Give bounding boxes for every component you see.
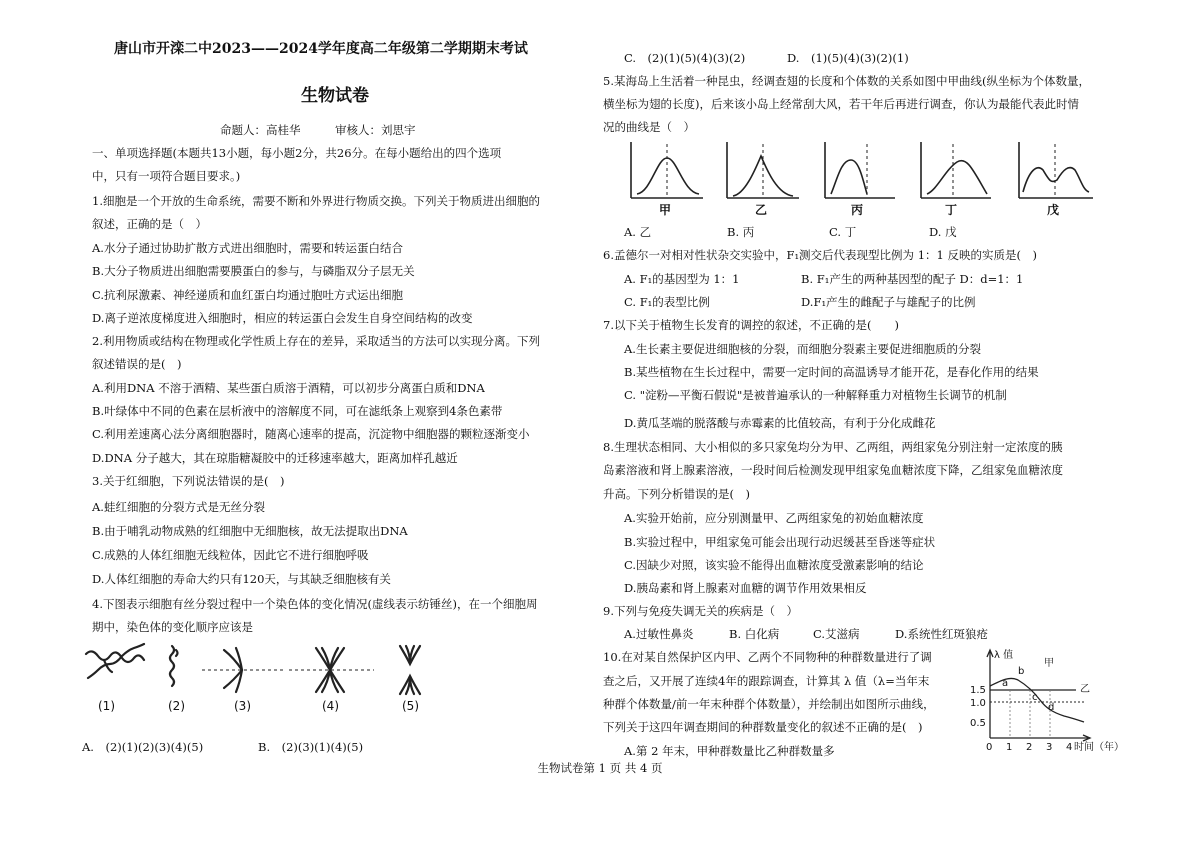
q7-option-d: D.黄瓜茎端的脱落酸与赤霉素的比值较高，有利于分化成雌花 [624, 416, 936, 430]
wing-length-curves [627, 140, 1097, 220]
q2-option-b: B.叶绿体中不同的色素在层析液中的溶解度不同，可在滤纸条上观察到4条色素带 [92, 404, 503, 418]
curve-bing [825, 142, 895, 198]
y-axis-label: λ 值 [994, 650, 1014, 661]
q5-option-d: D. 戊 [929, 225, 957, 239]
q1-option-d: D.离子逆浓度梯度进入细胞时，相应的转运蛋白会发生自身空间结构的改变 [92, 311, 473, 325]
q7-stem: 7.以下关于植物生长发育的调控的叙述，不正确的是( ) [603, 318, 899, 332]
q10-option-a: A.第 2 年末，甲种群数量比乙种群数量多 [624, 744, 835, 758]
exam-title: 唐山市开滦二中2023——2024学年度高二年级第二学期期末考试 [114, 41, 528, 57]
q2-option-d: D.DNA 分子越大，其在琼脂糖凝胶中的迁移速率越大，距离加样孔越近 [92, 451, 458, 465]
q1-option-c: C.抗利尿激素、神经递质和血红蛋白均通过胞吐方式运出细胞 [92, 288, 404, 302]
q4-option-c: C. (2)(1)(5)(4)(3)(2) [624, 51, 746, 65]
section-heading-line-2: 中，只有一项符合题目要求。) [92, 169, 241, 183]
q10-stem-4: 下列关于这四年调查期间的种群数量变化的叙述不正确的是( ) [603, 720, 923, 734]
section-heading-line-1: 一、单项选择题(本题共13小题，每小题2分，共26分。在每小题给出的四个选项 [92, 146, 502, 160]
figure-label-4: (4) [322, 699, 339, 713]
y-tick-05: 0.5 [970, 718, 986, 729]
chromosome-stage-2 [170, 646, 178, 686]
q9-option-c: C.艾滋病 [813, 627, 860, 641]
x-axis-label: 时间（年） [1074, 742, 1124, 753]
q9-stem: 9.下列与免疫失调无关的疾病是（ ） [603, 604, 798, 618]
q9-option-d: D.系统性红斑狼疮 [895, 627, 988, 641]
q4-stem-1: 4.下图表示细胞有丝分裂过程中一个染色体的变化情况(虚线表示纺锤丝)，在一个细胞周 [92, 597, 538, 611]
q9-option-a: A.过敏性鼻炎 [624, 627, 694, 641]
q4-option-d: D. (1)(5)(4)(3)(2)(1) [787, 51, 909, 65]
q6-option-b: B. F₁产生的两种基因型的配子 D：d=1：1 [801, 272, 1024, 286]
y-tick-15: 1.5 [970, 685, 986, 696]
q3-option-a: A.蛙红细胞的分裂方式是无丝分裂 [92, 500, 265, 514]
q5-option-c: C. 丁 [829, 225, 857, 239]
curve-label-ding: 丁 [945, 203, 958, 217]
figure-label-5: (5) [402, 699, 419, 713]
x-tick-1: 1 [1006, 742, 1013, 753]
q9-option-b: B. 白化病 [729, 627, 780, 641]
q1-option-a: A.水分子通过协助扩散方式进出细胞时，需要和转运蛋白结合 [92, 241, 403, 255]
q6-option-c: C. F₁的表型比例 [624, 295, 710, 309]
q3-option-b: B.由于哺乳动物成熟的红细胞中无细胞核，故无法提取出DNA [92, 524, 408, 538]
page-footer: 生物试卷第 1 页 共 4 页 [537, 761, 663, 775]
q10-stem-1: 10.在对某自然保护区内甲、乙两个不同物种的种群数量进行了调 [603, 650, 932, 664]
q2-option-a: A.利用DNA 不溶于酒精、某些蛋白质溶于酒精，可以初步分离蛋白质和DNA [92, 381, 485, 395]
q6-option-d: D.F₁产生的雌配子与雄配子的比例 [801, 295, 976, 309]
q1-stem-2: 叙述，正确的是（ ） [92, 217, 207, 231]
curve-ding [921, 142, 991, 198]
q1-option-b: B.大分子物质进出细胞需要膜蛋白的参与，与磷脂双分子层无关 [92, 264, 415, 278]
q8-stem-2: 岛素溶液和肾上腺素溶液，一段时间后检测发现甲组家兔血糖浓度下降，乙组家兔血糖浓度 [603, 463, 1063, 477]
exam-authors: 命题人：高桂华 审核人：刘思宇 [220, 123, 416, 137]
q8-option-d: D.胰岛素和肾上腺素对血糖的调节作用效果相反 [624, 581, 867, 595]
q2-option-c: C.利用差速离心法分离细胞器时，随离心速率的提高，沉淀物中细胞器的颗粒逐渐变小 [92, 427, 530, 441]
q6-option-a: A. F₁的基因型为 1：1 [624, 272, 740, 286]
curve-label-jia: 甲 [659, 203, 672, 217]
chromosome-figure [84, 640, 464, 715]
figure-label-1: (1) [98, 699, 115, 713]
q3-stem: 3.关于红细胞，下列说法错误的是( ) [92, 474, 285, 488]
q5-stem-1: 5.某海岛上生活着一种昆虫，经调查翅的长度和个体数的关系如图中甲曲线(纵坐标为个体数量， [603, 74, 1090, 88]
exam-subtitle: 生物试卷 [301, 86, 369, 106]
q7-option-a: A.生长素主要促进细胞核的分裂，而细胞分裂素主要促进细胞质的分裂 [624, 342, 981, 356]
q4-option-b: B. (2)(3)(1)(4)(5) [258, 740, 364, 754]
q5-stem-3: 况的曲线是（ ） [603, 120, 695, 134]
figure-label-2: (2) [168, 699, 185, 713]
q1-stem-1: 1.细胞是一个开放的生命系统，需要不断和外界进行物质交换。下列关于物质进出细胞的 [92, 194, 540, 208]
x-tick-2: 2 [1026, 742, 1033, 753]
curve-label-wu: 戊 [1047, 203, 1060, 217]
x-tick-3: 3 [1046, 742, 1053, 753]
point-label-a: a [1002, 678, 1009, 689]
q4-option-a: A. (2)(1)(2)(3)(4)(5) [82, 740, 204, 754]
point-label-b: b [1018, 666, 1025, 677]
q7-option-b: B.某些植物在生长过程中，需要一定时间的高温诱导才能开花，是春化作用的结果 [624, 365, 1039, 379]
q4-stem-2: 期中，染色体的变化顺序应该是 [92, 620, 253, 634]
q2-stem-1: 2.利用物质或结构在物理或化学性质上存在的差异，采取适当的方法可以实现分离。下列 [92, 334, 540, 348]
x-tick-0: 0 [986, 742, 993, 753]
q10-stem-3: 种群个体数量/前一年末种群个体数量），并绘制出如图所示曲线， [603, 697, 935, 711]
q8-option-a: A.实验开始前，应分别测量甲、乙两组家兔的初始血糖浓度 [624, 511, 924, 525]
chromosome-stage-1 [86, 644, 144, 678]
series-label-jia: 甲 [1044, 658, 1054, 669]
curve-yi [727, 142, 799, 198]
q2-stem-2: 叙述错误的是( ) [92, 357, 182, 371]
lambda-graph [968, 646, 1124, 758]
q3-option-d: D.人体红细胞的寿命大约只有120天，与其缺乏细胞核有关 [92, 572, 391, 586]
curve-jia [631, 142, 703, 198]
chromosome-stage-5 [400, 646, 420, 694]
q8-stem-3: 升高。下列分析错误的是( ) [603, 487, 750, 501]
series-label-yi: 乙 [1080, 684, 1090, 695]
q8-option-c: C.因缺少对照，该实验不能得出血糖浓度受激素影响的结论 [624, 558, 924, 572]
q5-option-b: B. 丙 [727, 225, 755, 239]
q8-option-b: B.实验过程中，甲组家兔可能会出现行动迟缓甚至昏迷等症状 [624, 535, 936, 549]
point-label-d: d [1048, 702, 1055, 713]
q10-stem-2: 查之后，又开展了连续4年的跟踪调查，计算其 λ 值（λ=当年末 [603, 674, 930, 688]
point-label-c: c [1032, 692, 1038, 703]
figure-label-3: (3) [234, 699, 251, 713]
q5-stem-2: 横坐标为翅的长度)，后来该小岛上经常刮大风，若干年后再进行调查，你认为最能代表此时情 [603, 97, 1079, 111]
q8-stem-1: 8.生理状态相同、大小相似的多只家兔均分为甲、乙两组，两组家兔分别注射一定浓度的胰 [603, 440, 1063, 454]
curve-label-yi: 乙 [755, 203, 768, 217]
q3-option-c: C.成熟的人体红细胞无线粒体，因此它不进行细胞呼吸 [92, 548, 369, 562]
q5-option-a: A. 乙 [624, 225, 652, 239]
q6-stem: 6.孟德尔一对相对性状杂交实验中，F₁测交后代表现型比例为 1：1 反映的实质是( ) [603, 248, 1037, 262]
q7-option-c: C. "淀粉—平衡石假说"是被普遍承认的一种解释重力对植物生长调节的机制 [624, 388, 1007, 402]
curve-wu [1019, 142, 1093, 198]
x-tick-4: 4 [1066, 742, 1073, 753]
y-tick-10: 1.0 [970, 698, 986, 709]
curve-label-bing: 丙 [851, 203, 864, 217]
